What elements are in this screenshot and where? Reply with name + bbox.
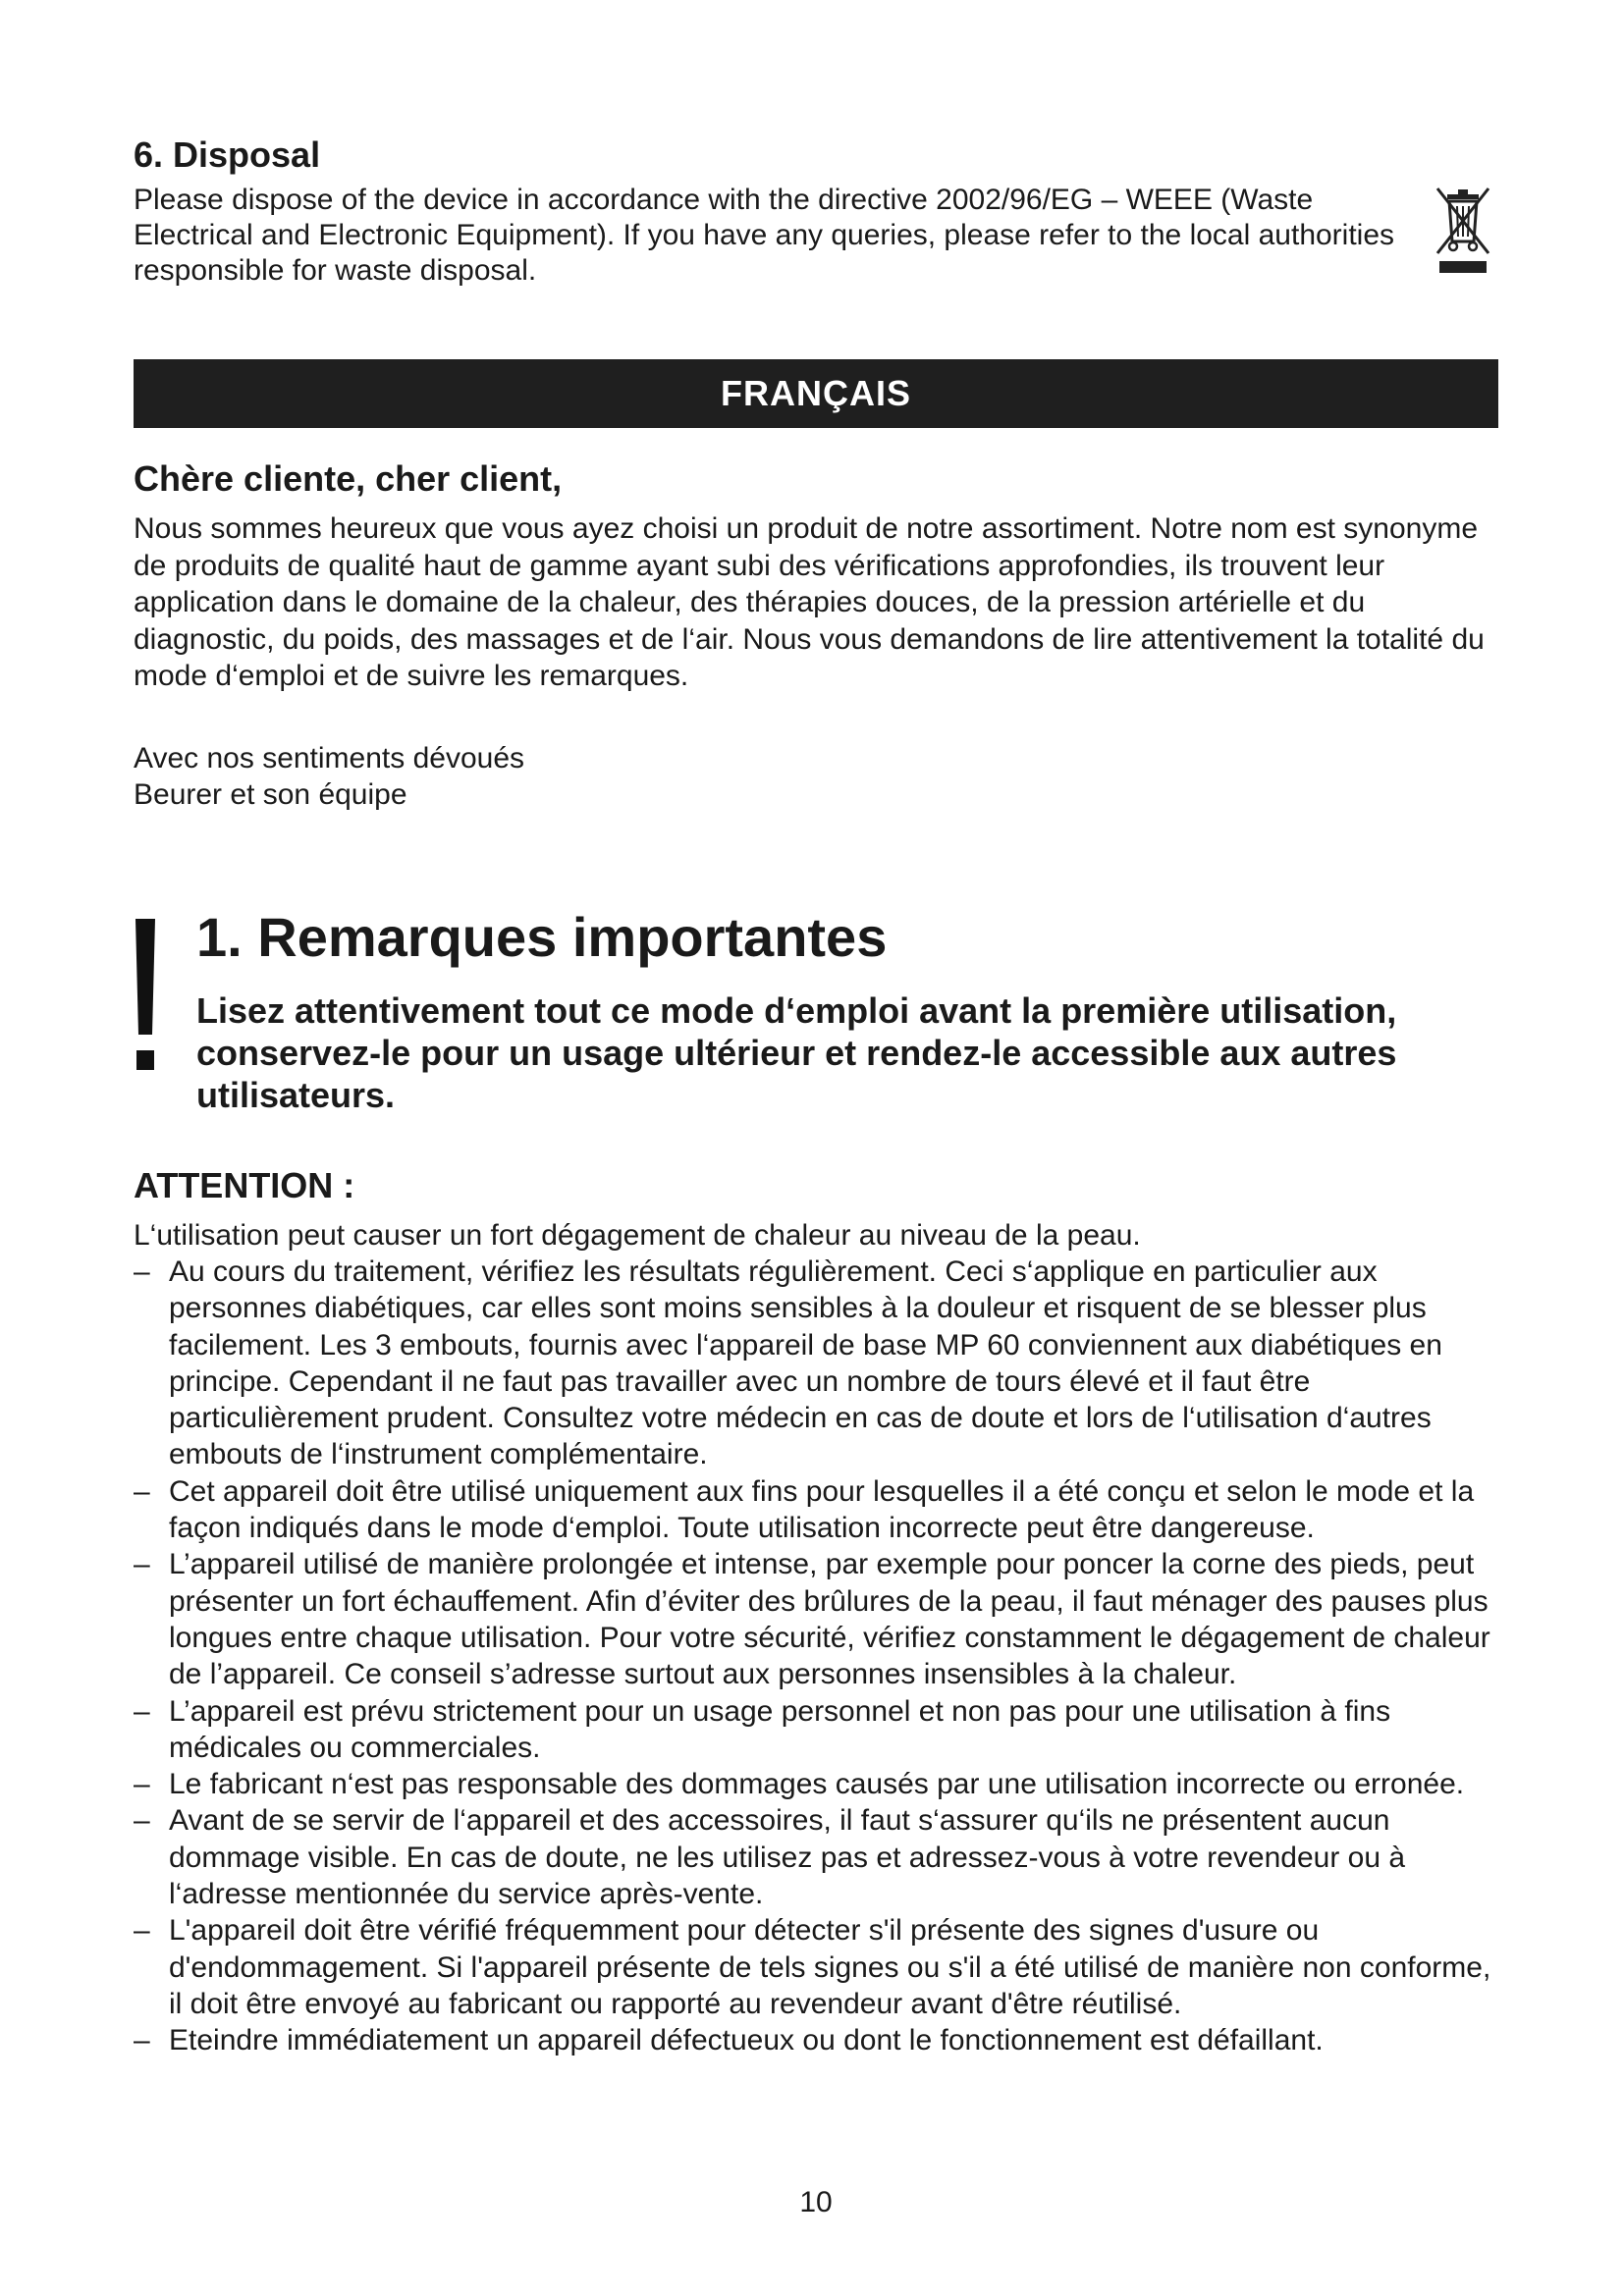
greeting-heading: Chère cliente, cher client, [134,458,563,499]
exclamation-icon [134,919,157,1076]
list-item-text: Le fabricant n‘est pas responsable des dommages causés par une utilisation incorrecte ou erronée. [169,1768,1465,1801]
dash-bullet: – [134,1474,150,1508]
list-item [134,1766,1498,1802]
list-item [134,1254,1498,1473]
dash-bullet: – [134,1914,150,1948]
dash-bullet: – [134,1804,150,1838]
dash-bullet: – [134,2024,150,2057]
dash-bullet: – [134,1548,150,1581]
page-number: 10 [799,2186,833,2218]
attention-intro: L‘utilisation peut causer un fort dégagement de chaleur au niveau de la peau. [134,1219,1141,1252]
attention-heading: ATTENTION : [134,1165,355,1205]
greeting-text: Nous sommes heureux que vous ayez choisi un produit de notre assortiment. Notre nom est synonyme de produits de qualité haut de gamme ayant subi des vérifications approfondies, ils trouvent leur application dans le domaine de la chaleur, des thérapies douces, de la pression artérielle et du diagnostic, du poids, des massages et de l‘air. Nous vous demandons de lire attentivement la totalité du mode d‘emploi et de suivre les remarques. [134,512,1485,692]
dash-bullet: – [134,1255,150,1288]
list-item [134,1546,1498,1692]
dash-bullet: – [134,1694,150,1728]
signoff-line-2: Beurer et son équipe [134,778,407,811]
list-item [134,2022,1498,2058]
list-item-text: L’appareil utilisé de manière prolongée et intense, par exemple pour poncer la corne des pieds, peut présenter un fort échauffement. Afin d’éviter des brûlures de la peau, il faut ménager des pauses plus longues entre chaque utilisation. Pour votre sécurité, vérifiez constamment le dégagement de chaleur de l’appareil. Ce conseil s’adresse surtout aux personnes insensibles à la chaleur. [169,1548,1490,1691]
attention-list [134,1254,1498,2059]
disposal-heading: 6. Disposal [134,134,321,175]
list-item [134,1912,1498,2022]
list-item-text: Avant de se servir de l‘appareil et des accessoires, il faut s‘assurer qu‘ils ne présentent aucun dommage visible. En cas de doute, ne les utilisez pas et adressez-vous à votre revendeur ou à l‘adresse mentionnée du service après-vente. [169,1804,1406,1911]
language-banner: FRANÇAIS [134,359,1498,428]
signoff [134,740,524,813]
important-notes-lead: Lisez attentivement tout ce mode d‘emploi avant la première utilisation, conservez-le pour un usage ultérieur et rendez-le accessible aux autres utilisateurs. [196,990,1397,1115]
list-item-text: Cet appareil doit être utilisé uniquement aux fins pour lesquelles il a été conçu et selon le mode et la façon indiqués dans le mode d‘emploi. Toute utilisation incorrecte peut être dangereuse. [169,1474,1475,1545]
list-item [134,1802,1498,1912]
manual-page [134,0,1498,2296]
dash-bullet: – [134,1768,150,1801]
important-notes-heading: 1. Remarques importantes [196,906,888,968]
signoff-line-1: Avec nos sentiments dévoués [134,742,525,774]
disposal-text: Please dispose of the device in accordance with the directive 2002/96/EG – WEEE (Waste Electrical and Electronic Equipment). If you have any queries, please refer to the local authorities responsible for waste disposal. [134,184,1395,287]
list-item-text: L’appareil est prévu strictement pour un usage personnel et non pas pour une utilisation à fins médicales ou commerciales. [169,1694,1391,1764]
list-item [134,1473,1498,1547]
list-item-text: L'appareil doit être vérifié fréquemment pour détecter s'il présente des signes d'usure ou d'endommagement. Si l'appareil présente de tels signes ou s'il a été utilisé de manière non conforme, il doit être envoyé au fabricant ou rapporté au revendeur avant d'être réutilisé. [169,1914,1491,2020]
list-item-text: Eteindre immédiatement un appareil défectueux ou dont le fonctionnement est défaillant. [169,2024,1324,2057]
weee-crossed-bin-icon [1434,187,1492,275]
list-item [134,1693,1498,1767]
list-item-text: Au cours du traitement, vérifiez les résultats régulièrement. Ceci s‘applique en particulier aux personnes diabétiques, car elles sont moins sensibles à la douleur et risquent de se blesser plus facilement. Les 3 embouts, fournis avec l‘appareil de base MP 60 conviennent aux diabétiques en principe. Cependant il ne faut pas travailler avec un nombre de tours élevé et il faut être particulièrement prudent. Consultez votre médecin en cas de doute et lors de l‘utilisation d‘autres embouts de l‘instrument complémentaire. [169,1255,1442,1471]
disposal-section [134,133,1498,289]
